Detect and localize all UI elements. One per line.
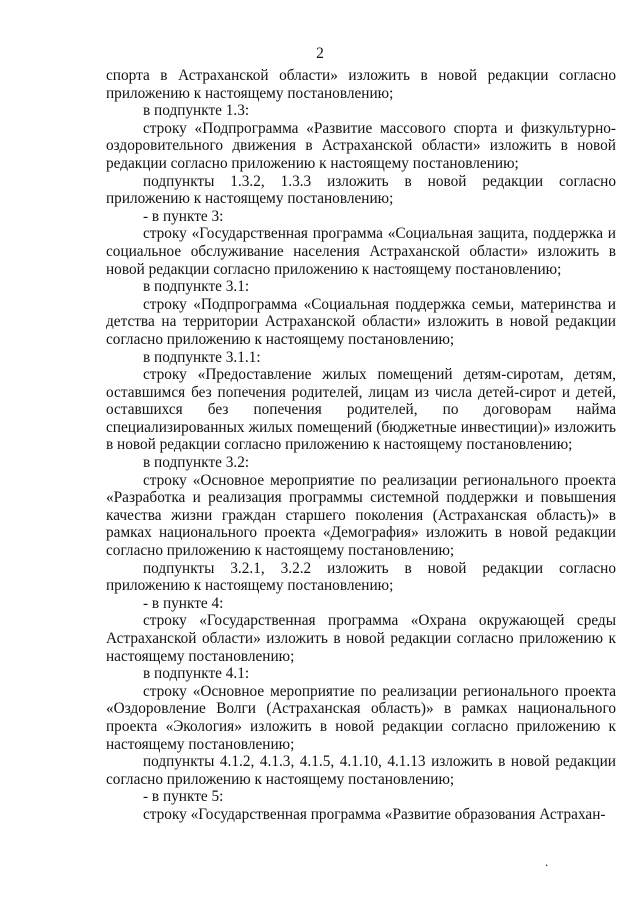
footer-mark: . [545, 854, 549, 869]
paragraph: в подпункте 3.1.1: [143, 348, 261, 366]
document-body [106, 67, 616, 824]
paragraph: спорта в Астраханской области» изложить в новой редакции согласно приложению к настоящему постановлению; [106, 67, 616, 102]
paragraph: в подпункте 3.1: [143, 278, 250, 296]
paragraph: в подпункте 1.3: [143, 102, 250, 120]
page-number: 2 [316, 45, 324, 62]
paragraph: строку «Подпрограмма «Развитие массового спорта и физкультурно-оздоровительного движения в Астраханской области» изложить в новой редакции согласно приложению к настоящему постановлению; [106, 119, 616, 172]
paragraph: строку «Основное мероприятие по реализации регионального проекта «Разработка и реализация программы системной поддержки и повышения качества жизни граждан старшего поколения (Астраханская область)» в рамках национального проекта «Демография» изложить в новой редакции согласно приложению к настоящему постановлению; [106, 471, 616, 560]
paragraph: строку «Подпрограмма «Социальная поддержка семьи, материнства и детства на территории Астраханской области» изложить в новой редакции согласно приложению к настоящему постановлению; [106, 295, 616, 348]
paragraph: - в пункте 5: [143, 788, 224, 806]
paragraph: строку «Государственная программа «Охрана окружающей среды Астраханской области» изложить в новой редакции согласно приложению к настоящему постановлению; [106, 612, 616, 665]
paragraph: - в пункте 3: [143, 207, 224, 225]
paragraph: в подпункте 3.2: [143, 454, 250, 472]
paragraph: строку «Предоставление жилых помещений детям-сиротам, детям, оставшимся без попечения родителей, лицам из числа детей-сирот и детей, оставшихся без попечения родителей, по договорам найма специализированных жилых помещений (бюджетные инвестиции)» изложить в новой редакции согласно приложению к настоящему постановлению; [106, 366, 616, 454]
paragraph: подпункты 3.2.1, 3.2.2 изложить в новой редакции согласно приложению к настоящему постановлению; [106, 559, 616, 595]
paragraph: строку «Государственная программа «Социальная защита, поддержка и социальное обслуживание населения Астраханской области» изложить в новой редакции согласно приложению к настоящему постановлению; [106, 225, 616, 278]
paragraph: строку «Государственная программа «Развитие образования Астрахан- [143, 805, 606, 823]
paragraph: - в пункте 4: [143, 594, 224, 612]
paragraph: в подпункте 4.1: [143, 665, 250, 683]
paragraph: строку «Основное мероприятие по реализации регионального проекта «Оздоровление Волги (Астраханская область)» в рамках национального проекта «Экология» изложить в новой редакции согласно приложению к настоящему постановлению; [106, 682, 616, 753]
paragraph: подпункты 1.3.2, 1.3.3 изложить в новой редакции согласно приложению к настоящему постановлению; [106, 172, 616, 208]
paragraph: подпункты 4.1.2, 4.1.3, 4.1.5, 4.1.10, 4.1.13 изложить в новой редакции согласно приложению к настоящему постановлению; [106, 753, 616, 788]
